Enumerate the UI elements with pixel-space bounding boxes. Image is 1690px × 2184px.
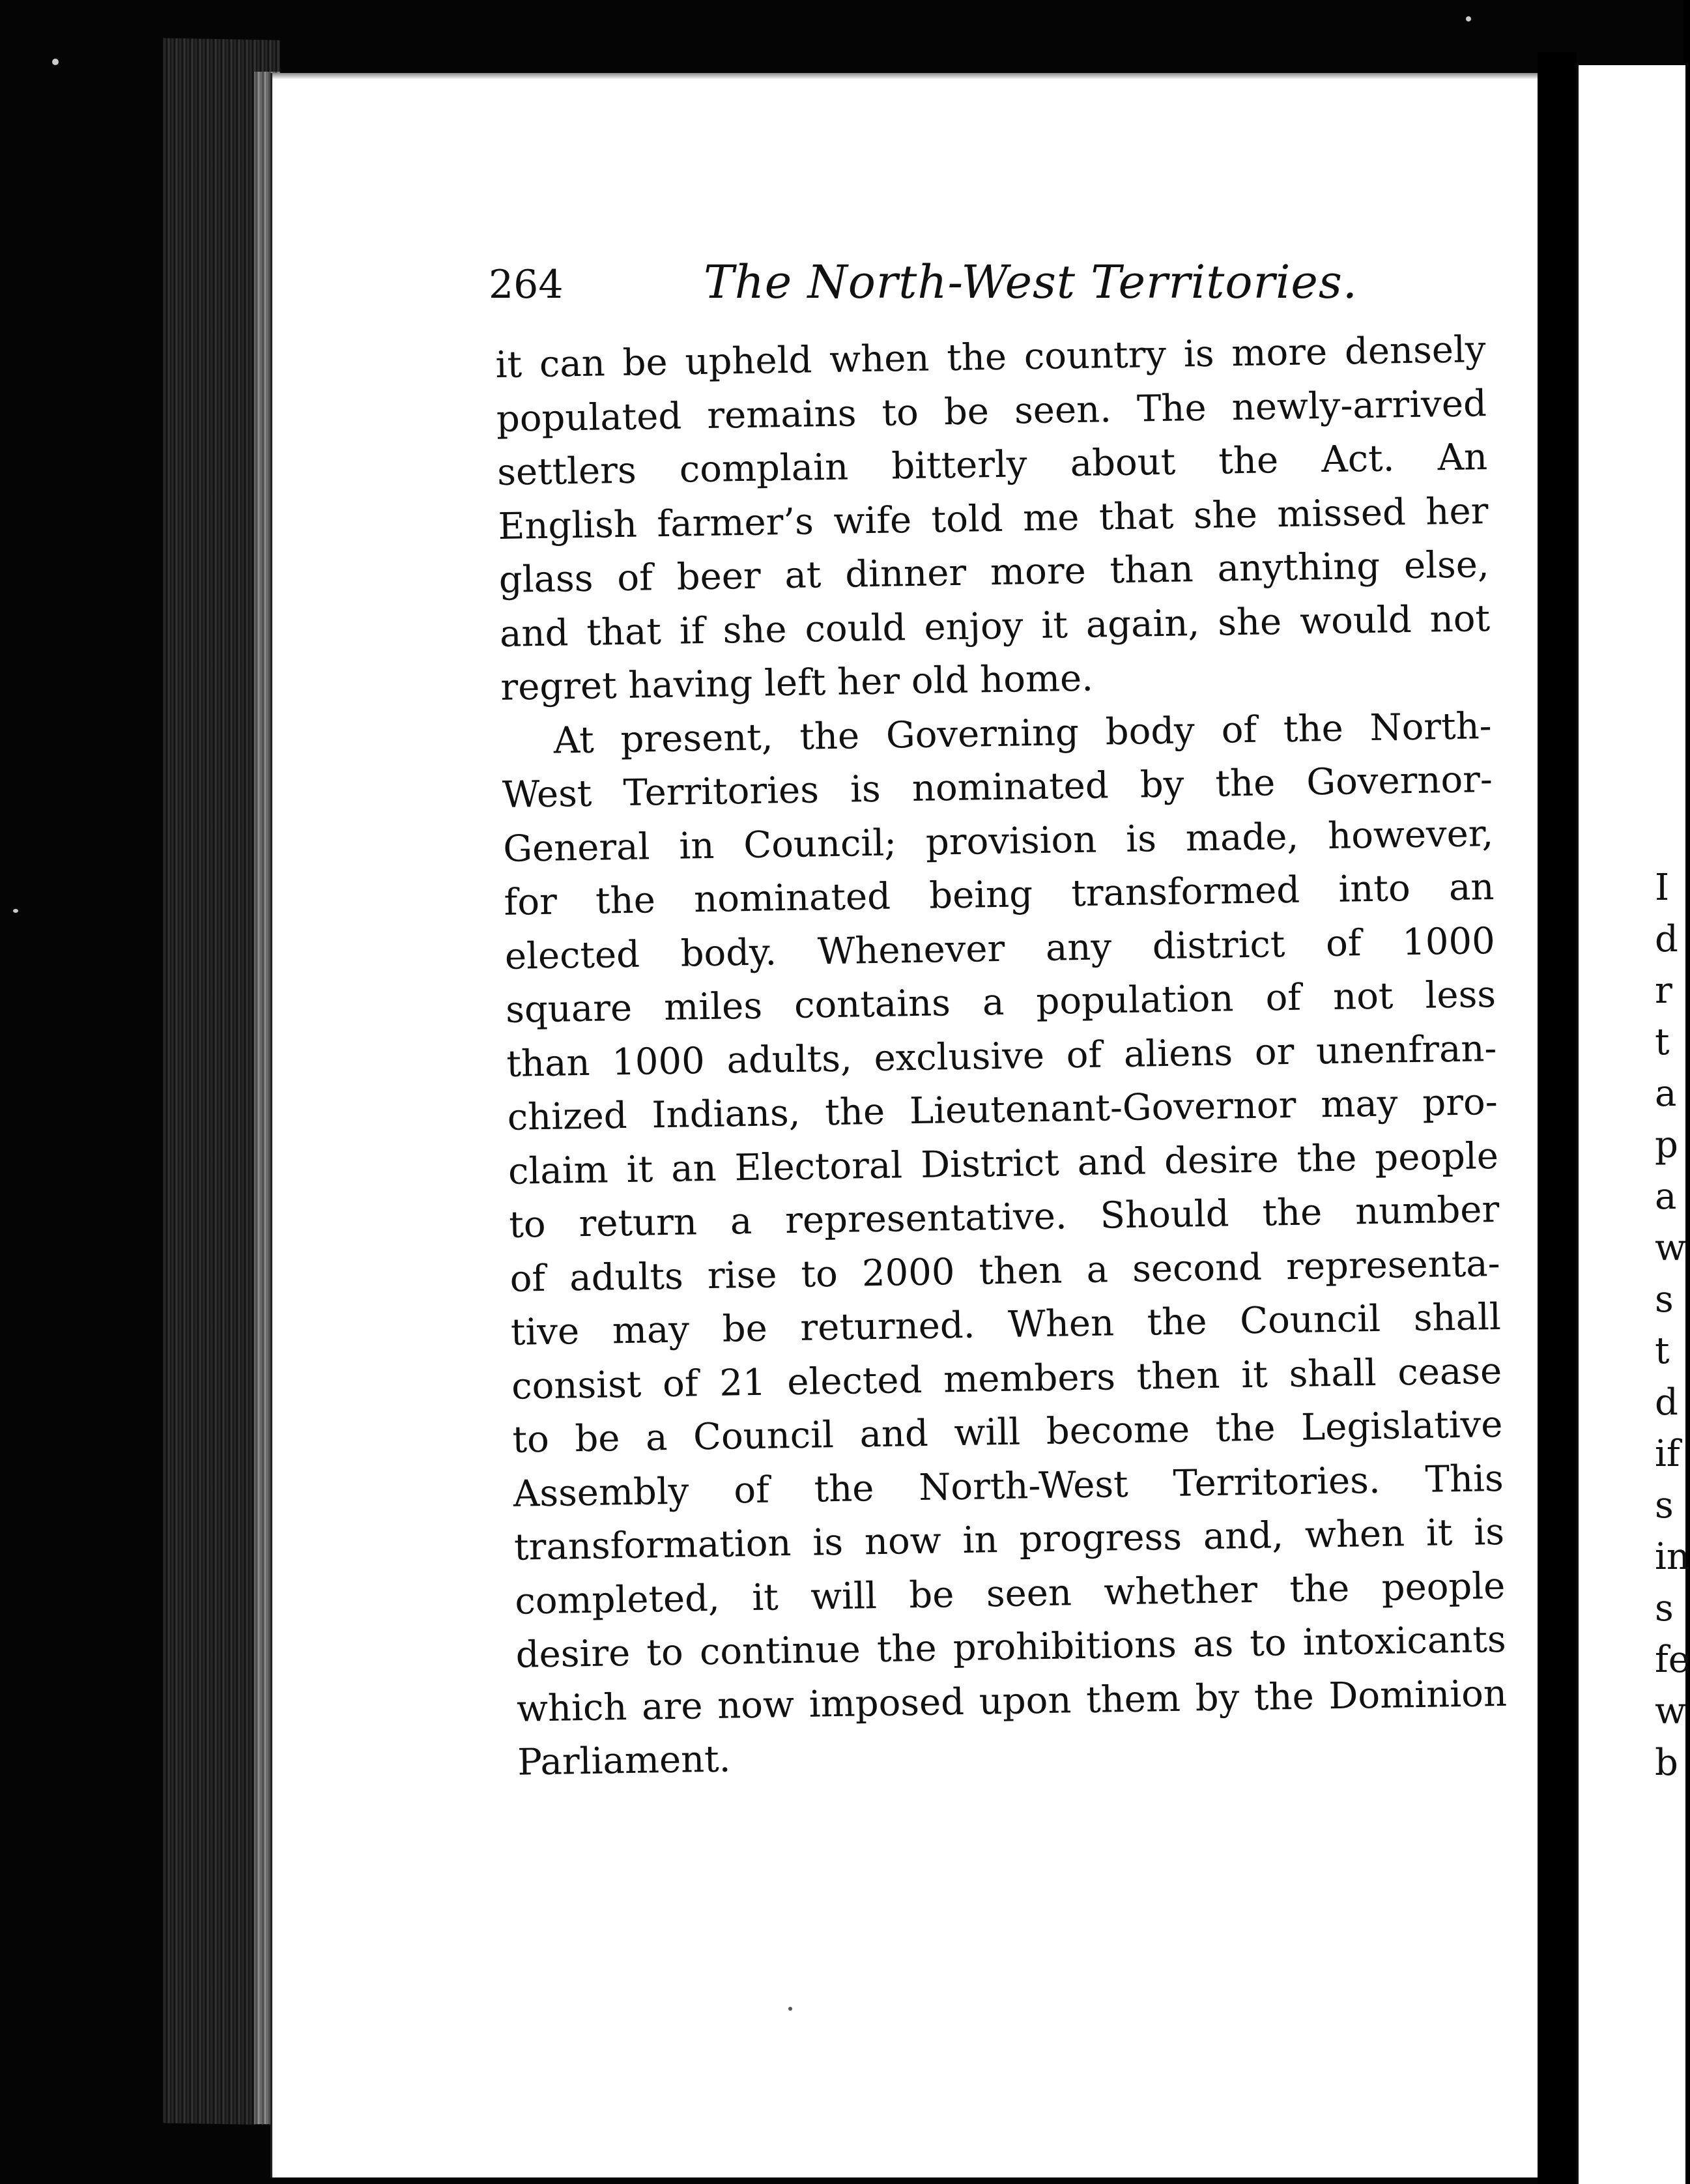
facing-page-letter: fe [1655,1639,1690,1681]
text-line: populated remains to be seen. The newly-arrived [496,382,1487,440]
running-title: The North-West Territories. [704,255,1358,309]
text-line: to return a representative. Should the number [508,1188,1500,1246]
facing-page-letter: b [1655,1742,1678,1784]
facing-page-letter: s [1655,1484,1674,1527]
text-line: transformation is now in progress and, when it is [513,1510,1505,1569]
text-line: which are now imposed upon them by the Dominion [516,1672,1508,1731]
text-line: and that if she could enjoy it again, she would not [499,597,1491,655]
facing-page-letter: a [1655,1175,1677,1218]
text-line: of adults rise to 2000 then a second representa- [509,1242,1500,1300]
page-number: 264 [489,262,564,308]
text-line: completed, it will be seen whether the people [514,1564,1506,1623]
text-line: regret having left her old home. [500,657,1094,709]
facing-page-letter: p [1655,1124,1678,1166]
facing-page-letter: a [1655,1072,1677,1115]
facing-page-letter: d [1655,1381,1678,1424]
text-line: consist of 21 elected members then it shall cease [511,1349,1502,1408]
text-line: desire to continue the prohibitions as to intoxicants [515,1618,1507,1676]
facing-page-letter: w [1655,1227,1686,1269]
text-line: for the nominated being transformed into an [504,866,1495,924]
text-line: square miles contains a population of not less [505,973,1497,1031]
text-line: English farmer’s wife told me that she missed her [498,489,1489,548]
text-line: than 1000 adults, exclusive of aliens or unenfran- [506,1027,1497,1085]
facing-page-letter: I [1655,867,1670,909]
facing-page-letter: t [1655,1330,1670,1372]
text-line: elected body. Whenever any district of 1000 [504,919,1496,978]
facing-page-letter: if [1655,1433,1680,1475]
page-header [489,255,1466,314]
text-line: General in Council; provision is made, however, [502,812,1494,870]
gutter-shadow [1538,52,1577,2184]
facing-page-letter: d [1655,918,1678,960]
text-line: it can be upheld when the country is more densely [495,328,1486,386]
text-line: to be a Council and will become the Legislative [512,1403,1503,1461]
facing-page-letter: t [1655,1021,1670,1063]
text-line: West Territories is nominated by the Governor- [502,758,1493,816]
facing-page-letter: r [1655,970,1672,1012]
facing-page-letter: w [1655,1690,1686,1732]
facing-page-letter: s [1655,1587,1674,1630]
text-line: settlers complain bitterly about the Act. An [496,436,1488,494]
text-line: At present, the Governing body of the North- [553,704,1493,762]
facing-page-letter: s [1655,1278,1674,1321]
text-line: tive may be returned. When the Council shall [510,1295,1502,1354]
text-line: glass of beer at dinner more than anything else, [498,543,1490,601]
text-line: chized Indians, the Lieutenant-Governor may pro- [507,1080,1498,1139]
text-line: Parliament. [517,1738,731,1784]
body-text [495,323,1508,1790]
text-line: claim it an Electoral District and desire the people [508,1134,1499,1193]
text-line: Assembly of the North-West Territories. This [513,1457,1504,1516]
facing-page-letter: in [1655,1536,1690,1578]
